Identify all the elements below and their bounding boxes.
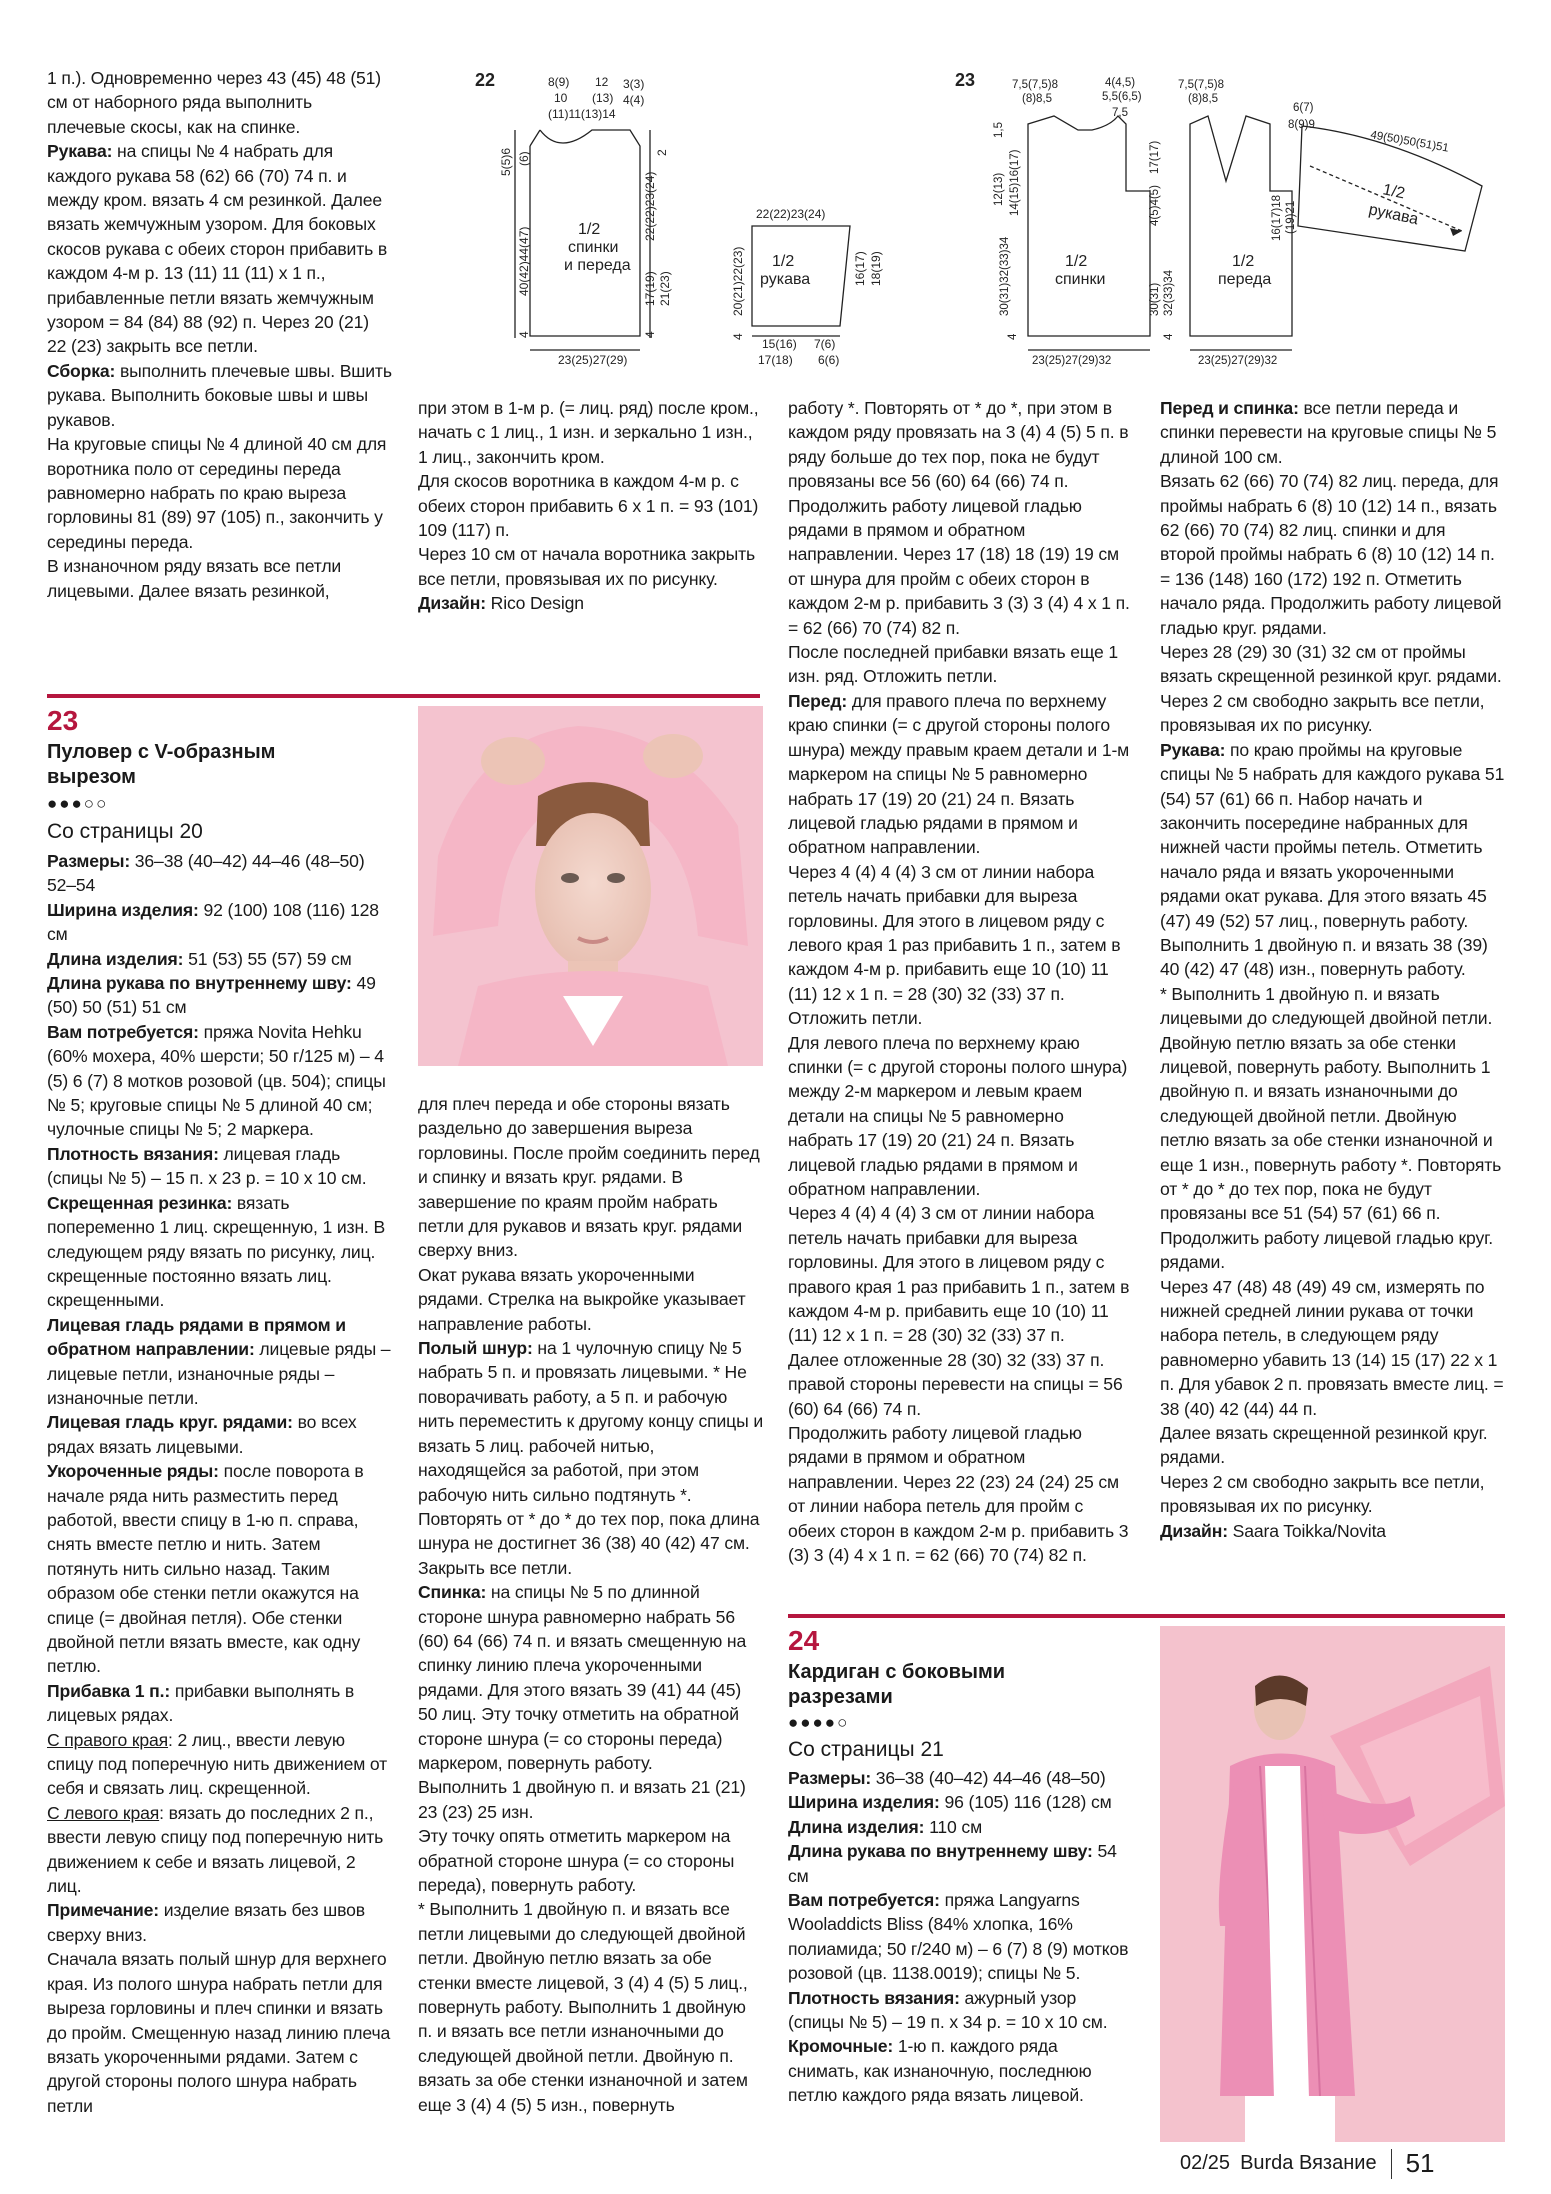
paragraph: Вязать 62 (66) 70 (74) 82 лиц. переда, для проймы набрать 6 (8) 10 (12) 14 п., вязать 62 (66) 70 (74) 82 лиц. спинки и для второй проймы набрать 6 (8) 10 (12) 14 п. = 136 (148) 160 (172) 192 п. Отметить начало ряда. Продолжить работу лицевой гладью круг. рядами. <box>1160 471 1502 638</box>
paragraph: Дизайн: Saara Toikka/Novita <box>1160 1520 1386 1541</box>
section-divider <box>788 1614 1505 1618</box>
svg-text:1/2: 1/2 <box>772 253 795 270</box>
svg-text:21(23): 21(23) <box>658 271 672 306</box>
section-number: 24 <box>788 1625 820 1656</box>
paragraph: Окат рукава вязать укороченными рядами. Стрелка на выкройке указывает направление работы. <box>418 1264 746 1334</box>
svg-text:1/2: 1/2 <box>578 221 601 238</box>
column-3-body <box>788 396 1133 1568</box>
paragraph: Далее вязать скрещенной резинкой круг. рядами. <box>1160 1423 1488 1468</box>
paragraph: Ширина изделия: 96 (105) 116 (128) см <box>788 1792 1112 1813</box>
svg-text:30(31): 30(31) <box>1149 282 1161 316</box>
svg-text:1/2: 1/2 <box>1232 253 1255 270</box>
paragraph: Спинка: на спицы № 5 по длинной стороне шнура равномерно набрать 56 (60) 64 (66) 74 п. и вязать смещенную на спинку линию плеча укороченными рядами. Для этого вязать 39 (41) 44 (45) 50 лиц. Эту точку отметить на обратной стороне шнура (= со стороны переда) маркером, повернуть работу. <box>418 1582 747 1773</box>
paragraph: Для скосов воротника в каждом 4-м р. с обеих сторон прибавить 6 х 1 п. = 93 (101) 109 (117) п. <box>418 471 759 541</box>
svg-text:4: 4 <box>731 333 745 340</box>
paragraph: Продолжить работу лицевой гладью рядами в прямом и обратном направлении. Через 17 (18) 18 (19) 19 см от шнура для пройм с обеих сторон в каждом 2-м р. прибавить 3 (3) 3 (4) 4 х 1 п. = 62 (66) 70 (74) 82 п. <box>788 495 1130 638</box>
issue-number: 02/25 <box>1180 2152 1231 2174</box>
paragraph: Для левого плеча по верхнему краю спинки (= с другой стороны полого шнура) между 2-м маркером и левым краем детали на спицы № 5 равномерно набрать 17 (19) 20 (21) 24 п. Вязать лицевой гладью рядами в прямом и обратном направлении. <box>788 1032 1128 1199</box>
paragraph: Размеры: 36–38 (40–42) 44–46 (48–50) <box>788 1768 1106 1788</box>
svg-text:рукава: рукава <box>1367 201 1420 229</box>
paragraph: Через 28 (29) 30 (31) 32 см от проймы вязать скрещенной резинкой круг. рядами. <box>1160 642 1502 687</box>
column-2-body <box>418 1092 763 2117</box>
svg-text:4: 4 <box>1007 333 1019 340</box>
difficulty-rating: ●●●○○ <box>47 794 109 813</box>
svg-text:4: 4 <box>643 331 657 338</box>
column-2-top <box>418 396 763 616</box>
paragraph: Размеры: 36–38 (40–42) 44–46 (48–50) 52–54 <box>47 851 365 896</box>
paragraph: Лицевая гладь рядами в прямом и обратном направлении: лицевые ряды – лицевые петли, изнаночные ряды – изнаночные петли. <box>47 1314 391 1408</box>
section-number: 23 <box>47 705 79 736</box>
svg-text:6(6): 6(6) <box>818 353 840 367</box>
paragraph: Кромочные: 1-ю п. каждого ряда снимать, как изнаночную, последнюю петлю каждого ряда вязать лицевой. <box>788 2036 1092 2106</box>
svg-text:22(22)23(24): 22(22)23(24) <box>643 171 657 241</box>
footer-divider <box>1391 2149 1392 2179</box>
paragraph: 1 п.). Одновременно через 43 (45) 48 (51) см от наборного ряда выполнить плечевые скосы, как на спинке. <box>47 68 382 137</box>
svg-text:(8)8,5: (8)8,5 <box>1188 93 1219 105</box>
section-title: Пуловер с V-образным вырезом <box>47 741 276 788</box>
svg-text:7,5: 7,5 <box>1112 107 1128 119</box>
paragraph: Плотность вязания: лицевая гладь (спицы № 5) – 15 п. х 23 р. = 10 х 10 см. <box>47 1143 367 1189</box>
svg-text:7(6): 7(6) <box>814 337 836 351</box>
paragraph: Дизайн: Rico Design <box>418 593 584 614</box>
svg-text:49(50)50(51)51: 49(50)50(51)51 <box>1369 129 1450 155</box>
svg-text:(13): (13) <box>592 91 614 105</box>
svg-text:(8)8,5: (8)8,5 <box>1022 93 1053 105</box>
paragraph: Перед и спинка: все петли переда и спинки перевести на круговые спицы № 5 длиной 100 см. <box>1160 398 1497 467</box>
difficulty-rating: ●●●●○ <box>788 1713 850 1732</box>
paragraph: * Выполнить 1 двойную п. и вязать лицевыми до следующей двойной петли. Двойную петлю вязать за обе стенки лицевой, повернуть работу. Выполнить 1 двойную п. и вязать изнаночными до следующей двойной петли. Двойную петлю вязать за обе стенки изнаночной и еще 1 изн., повернуть работу *. Повторять от * до * до тех пор, пока не будут провязаны все 51 (54) 57 (61) 66 п. Продолжить работу лицевой гладью круг. рядами. <box>1160 983 1502 1273</box>
paragraph: для плеч переда и обе стороны вязать раздельно до завершения выреза горловины. После пройм соединить перед и спинку и вязать круг. рядами. В завершение по краям пройм набрать петли для рукавов и вязать круг. рядами сверху вниз. <box>418 1094 760 1261</box>
svg-text:14(15)16(17): 14(15)16(17) <box>1009 149 1021 216</box>
svg-text:15(16): 15(16) <box>762 337 797 351</box>
paragraph: при этом в 1-м р. (= лиц. ряд) после кром., начать с 1 лиц., 1 изн. и зеркально 1 изн., 1 лиц., закончить кром. <box>418 398 759 467</box>
paragraph: Далее отложенные 28 (30) 32 (33) 37 п. правой стороны перевести на спицы = 56 (60) 64 (66) 74 п. <box>788 1349 1123 1419</box>
svg-text:рукава: рукава <box>760 271 811 288</box>
schema-number: 23 <box>955 70 976 90</box>
paragraph: Сборка: выполнить плечевые швы. Вшить рукава. Выполнить боковые швы и швы рукавов. <box>47 360 392 430</box>
svg-text:(19)21: (19)21 <box>1285 200 1297 234</box>
svg-text:23(25)27(29): 23(25)27(29) <box>558 353 628 367</box>
paragraph: Прибавка 1 п.: прибавки выполнять в лицевых рядах. <box>47 1680 355 1726</box>
paragraph: В изнаночном ряду вязать все петли лицевыми. Далее вязать резинкой, <box>47 556 342 601</box>
svg-text:(11)11(13)14: (11)11(13)14 <box>548 107 616 121</box>
paragraph: Через 47 (48) 48 (49) 49 см, измерять по нижней средней линии рукава от точки набора петель, в следующем ряду равномерно убавить 13 (14) 15 (17) 22 х 1 п. Для убавок 2 п. провязать вместе лиц. = 38 (40) 42 (44) 44 п. <box>1160 1276 1504 1419</box>
source-page: Со страницы 21 <box>788 1738 944 1761</box>
svg-text:16(17): 16(17) <box>853 251 867 286</box>
svg-text:4(5)4(5): 4(5)4(5) <box>1149 185 1161 226</box>
paragraph: Скрещенная резинка: вязать попеременно 1 лиц. скрещенную, 1 изн. В следующем ряду вязать по рисунку, лиц. скрещенные постоянно вязать лиц. скрещенными. <box>47 1192 386 1311</box>
schema-number: 22 <box>475 70 496 90</box>
schema-23 <box>950 66 1525 376</box>
svg-text:32(33)34: 32(33)34 <box>1163 269 1175 316</box>
paragraph: Ширина изделия: 92 (100) 108 (116) 128 см <box>47 899 379 945</box>
svg-text:10: 10 <box>554 91 568 105</box>
source-page: Со страницы 20 <box>47 820 203 843</box>
column-4-body <box>1160 396 1505 1543</box>
svg-text:2: 2 <box>655 149 669 156</box>
svg-text:1/2: 1/2 <box>1381 181 1407 203</box>
paragraph: Эту точку опять отметить маркером на обратной стороне шнура (= со стороны переда), повернуть работу. <box>418 1826 735 1895</box>
svg-text:3(3): 3(3) <box>623 77 645 91</box>
svg-text:17(19): 17(19) <box>643 271 657 306</box>
paragraph: Длина изделия: 51 (53) 55 (57) 59 см <box>47 948 352 969</box>
svg-text:20(21)22(23): 20(21)22(23) <box>731 246 745 316</box>
svg-text:30(31)32(33)34: 30(31)32(33)34 <box>999 236 1011 316</box>
svg-text:17(17): 17(17) <box>1149 140 1161 174</box>
svg-text:8(9): 8(9) <box>548 75 570 89</box>
svg-text:4(4): 4(4) <box>623 93 645 107</box>
schema-22 <box>470 66 890 376</box>
paragraph: Перед: для правого плеча по верхнему краю спинки (= с другой стороны полого шнура) между правым краем детали и 1-м маркером на спицы № 5 равномерно набрать 17 (19) 20 (21) 24 п. Вязать лицевой гладью рядами в прямом и обратном направлении. <box>788 690 1130 858</box>
paragraph: * Выполнить 1 двойную п. и вязать все петли лицевыми до следующей двойной петли. Двойную петлю вязать за обе стенки вместе лицевой, 3 (4) 4 (5) 5 лиц., повернуть работу. Выполнить 1 двойную п. и вязать все петли изнаночными до следующей двойной петли. Двойную п. вязать за обе стенки изнаночной и затем еще 3 (4) 4 (5) 5 изн., повернуть <box>418 1899 748 2115</box>
svg-text:7,5(7,5)8: 7,5(7,5)8 <box>1012 79 1059 91</box>
paragraph: Плотность вязания: ажурный узор (спицы № 5) – 19 п. х 34 р. = 10 х 10 см. <box>788 1987 1108 2033</box>
section-title: Кардиган с боковыми разрезами <box>788 1661 1006 1708</box>
paragraph: Выполнить 1 двойную п. и вязать 21 (21) 23 (23) 25 изн. <box>418 1777 746 1822</box>
svg-text:4: 4 <box>517 331 531 338</box>
paragraph: Сначала вязать полый шнур для верхнего края. Из полого шнура набрать петли для выреза горловины и плеч спинки и вязать до пройм. Смещенную назад линию плеча вязать укороченными рядами. Затем с другой стороны полого шнура набрать петли <box>47 1949 391 2116</box>
svg-text:18(19): 18(19) <box>869 251 883 286</box>
svg-text:16(17)18: 16(17)18 <box>1271 194 1283 241</box>
section-divider <box>47 694 760 698</box>
paragraph: работу *. Повторять от * до *, при этом в каждом ряду провязать на 3 (4) 4 (5) 5 п. в ряду больше до тех пор, пока не будут провязаны все 56 (60) 64 (66) 74 п. <box>788 398 1129 492</box>
paragraph: Вам потребуется: пряжа Novita Hehku (60% мохера, 40% шерсти; 50 г/125 м) – 4 (5) 6 (7) 8 мотков розовой (цв. 504); спицы № 5; круговые спицы № 5 длиной 40 см; чулочные спицы № 5; 2 маркера. <box>47 1021 386 1140</box>
column-1-specs <box>47 849 392 2118</box>
svg-text:спинки: спинки <box>1055 271 1106 288</box>
svg-text:23(25)27(29)32: 23(25)27(29)32 <box>1198 355 1278 367</box>
paragraph: Продолжить работу лицевой гладью рядами в прямом и обратном направлении. Через 22 (23) 24 (24) 25 см от линии набора петель для пройм с обеих сторон в каждом 2-м р. прибавить 3 (3) 3 (4) 4 х 1 п. = 62 (66) 70 (74) 82 п. <box>788 1423 1129 1566</box>
paragraph: Примечание: изделие вязать без швов сверху вниз. <box>47 1900 365 1945</box>
paragraph: С левого края: вязать до последних 2 п., ввести левую спицу под поперечную нить движением к себе и вязать лицевой, 2 лиц. <box>47 1802 384 1897</box>
svg-text:12(13): 12(13) <box>993 172 1005 206</box>
paragraph: Через 2 см свободно закрыть все петли, провязывая их по рисунку. <box>1160 690 1485 736</box>
svg-text:4(4,5): 4(4,5) <box>1105 77 1136 89</box>
svg-text:17(18): 17(18) <box>758 353 793 367</box>
paragraph: Рукава: по краю проймы на круговые спицы № 5 набрать для каждого рукава 51 (54) 57 (61) 66 п. Набор начать и закончить посередине набранных для нижней части проймы петель. Отметить начало ряда и вязать укороченными рядами окат рукава. Для этого вязать 45 (47) 49 (52) 57 лиц., повернуть работу. Выполнить 1 двойную п. и вязать 38 (39) 40 (42) 47 (48) изн., повернуть работу. <box>1160 739 1505 980</box>
paragraph: Длина рукава по внутреннему шву: 49 (50) 50 (51) 51 см <box>47 973 376 1018</box>
svg-text:1/2: 1/2 <box>1065 253 1088 270</box>
svg-text:12: 12 <box>595 75 609 89</box>
paragraph: С правого края: 2 лиц., ввести левую спицу под поперечную нить движением от себя и связать лиц. скрещенной. <box>47 1729 388 1799</box>
svg-text:5,5(6,5): 5,5(6,5) <box>1102 91 1142 103</box>
paragraph: Длина изделия: 110 см <box>788 1816 983 1837</box>
page-footer <box>1180 2148 1435 2179</box>
column-1-top <box>47 66 392 603</box>
svg-text:5(5)6: 5(5)6 <box>499 147 513 176</box>
svg-text:8(9)9: 8(9)9 <box>1288 119 1315 131</box>
svg-text:спинки: спинки <box>568 239 619 256</box>
paragraph: На круговые спицы № 4 длиной 40 см для воротника поло от середины переда равномерно набрать по краю выреза горловины 81 (89) 97 (105) п., закончить у середины переда. <box>47 434 387 552</box>
svg-text:22(22)23(24): 22(22)23(24) <box>756 207 826 221</box>
svg-text:7,5(7,5)8: 7,5(7,5)8 <box>1178 79 1225 91</box>
svg-text:4: 4 <box>1163 333 1175 340</box>
paragraph: Вам потребуется: пряжа Langyarns Wooladdicts Bliss (84% хлопка, 16% полиамида; 50 г/240 м) – 6 (7) 8 (9) мотков розовой (цв. 1138.0019); спицы № 5. <box>788 1890 1129 1984</box>
paragraph: Длина рукава по внутреннему шву: 54 см <box>788 1841 1117 1886</box>
svg-text:6(7): 6(7) <box>1293 102 1314 114</box>
paragraph: Полый шнур: на 1 чулочную спицу № 5 набрать 5 п. и провязать лицевыми. * Не поворачивать работу, а 5 п. и рабочую нить переместить к другому концу спицы и вязать 5 лиц. рабочей нитью, находящейся за работой, при этом рабочую нить сильно подтянуть *. Повторять от * до * до тех пор, пока длина шнура не достигнет 36 (38) 40 (42) 47 см. Закрыть все петли. <box>418 1338 763 1578</box>
svg-text:(6): (6) <box>517 151 531 166</box>
svg-text:23(25)27(29)32: 23(25)27(29)32 <box>1032 355 1112 367</box>
svg-text:1,5: 1,5 <box>993 122 1005 138</box>
svg-text:40(42)44(47): 40(42)44(47) <box>517 226 531 296</box>
page-number: 51 <box>1405 2148 1435 2178</box>
svg-text:переда: переда <box>1218 271 1272 288</box>
paragraph: Через 10 см от начала воротника закрыть все петли, провязывая их по рисунку. <box>418 544 756 589</box>
column-3-specs <box>788 1766 1133 2108</box>
paragraph: Рукава: на спицы № 4 набрать для каждого рукава 58 (62) 66 (70) 74 п. и между кром. вязать 4 см резинкой. Далее вязать жемчужным узором. Для боковых скосов рукава с обеих сторон прибавить в каждом 4-м р. 13 (11) 11 (11) х 1 п., прибавленные петли вязать жемчужным узором = 84 (84) 88 (92) п. Через 20 (21) 22 (23) закрыть все петли. <box>47 141 388 357</box>
paragraph: Через 2 см свободно закрыть все петли, провязывая их по рисунку. <box>1160 1471 1485 1517</box>
paragraph: Лицевая гладь круг. рядами: во всех рядах вязать лицевыми. <box>47 1412 357 1457</box>
paragraph: Через 4 (4) 4 (4) 3 см от линии набора петель начать прибавки для выреза горловины. Для этого в лицевом ряду с левого края 1 раз прибавить 1 п., затем в каждом 4-м р. прибавить еще 10 (10) 11 (11) 12 х 1 п. = 28 (30) 32 (33) 37 п. Отложить петли. <box>788 861 1121 1029</box>
paragraph: Укороченные ряды: после поворота в начале ряда нить разместить перед работой, ввести спицу в 1-ю п. справа, снять вместе петлю и нить. Затем потянуть нить сильно назад. Таким образом обе стенки петли окажутся на спице (= двойная петля). Обе стенки двойной петли вязать вместе, как одну петлю. <box>47 1461 364 1677</box>
photo-cardigan <box>1160 1626 1505 2142</box>
svg-text:и переда: и переда <box>564 257 631 274</box>
paragraph: После последней прибавки вязать еще 1 изн. ряд. Отложить петли. <box>788 642 1119 687</box>
photo-pullover <box>418 706 763 1066</box>
magazine-name: Burda Вязание <box>1240 2152 1377 2174</box>
paragraph: Через 4 (4) 4 (4) 3 см от линии набора петель начать прибавки для выреза горловины. Для этого в лицевом ряду с правого края 1 раз прибавить 1 п., затем в каждом 4-м р. прибавить еще 10 (10) 11 (11) 12 х 1 п. = 28 (30) 32 (33) 37 п. <box>788 1203 1130 1346</box>
